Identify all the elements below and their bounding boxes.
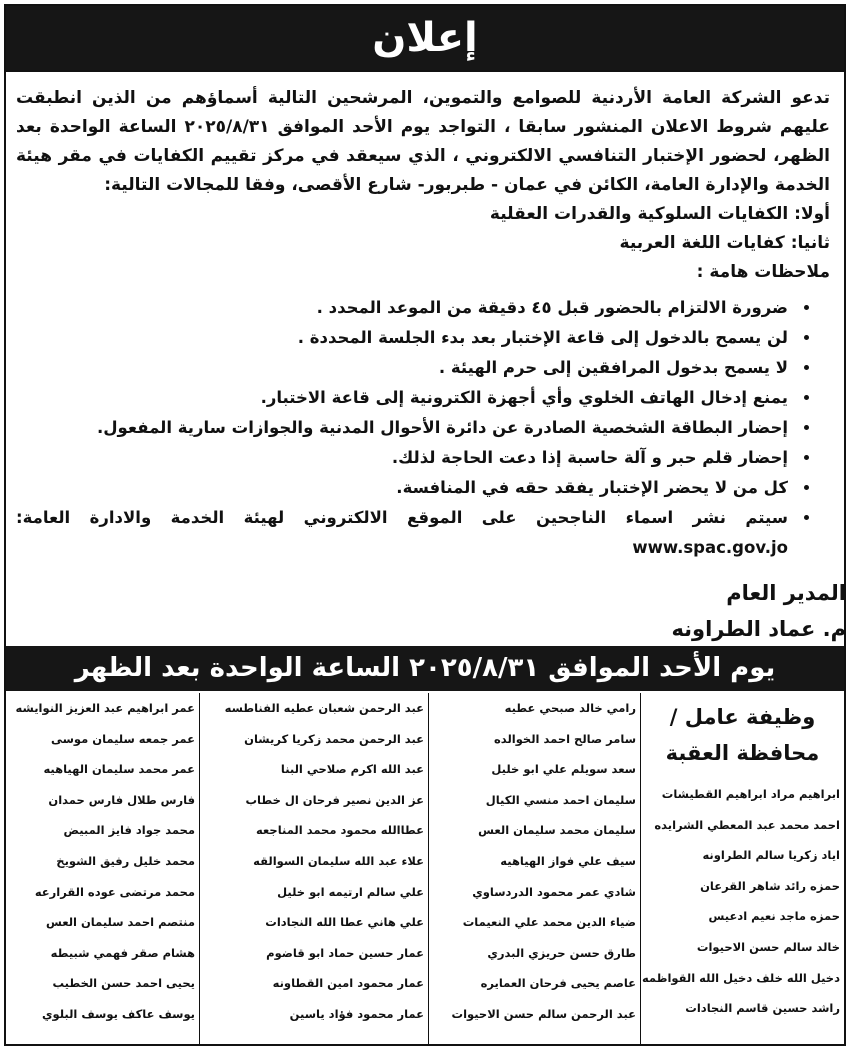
candidate-name: محمد مرتضى عوده القرارعه [34,884,195,899]
candidate-name: عمر محمد سليمان الهياهيه [43,762,195,777]
candidates-column [6,693,199,1044]
candidate-name: عز الدين نصير فرحان ال خطاب [245,792,424,807]
candidate-name: رامي خالد صبحي عطيه [504,701,636,715]
signature-name: م. عماد الطراونه [671,617,846,641]
candidate-name: علي هاني عطا الله النجادات [265,915,424,930]
date-banner: يوم الأحد الموافق ٢٠٢٥/٨/٣١ الساعة الواحدة بعد الظهر [6,646,844,691]
candidate-name: منتصم احمد سليمان العس [45,915,195,930]
candidate-name: سعد سويلم علي ابو خليل [491,762,636,777]
candidate-name: فارس طلال فارس حمدان [48,792,195,807]
candidate-name: اياد زكريا سالم الطراونه [702,848,840,863]
candidate-name: طارق حسن حريزي البدري [487,945,636,960]
candidate-name: يحيى احمد حسن الخطيب [52,976,195,991]
candidate-name: حمزه رائد شاهر القرعان [700,878,840,893]
note-item: • يمنع إدخال الهاتف الخلوي وأي أجهزة الكترونية إلى قاعة الاختبار. [16,383,792,413]
announcement-body [6,72,844,563]
candidate-name: سليمان احمد منسي الكيال [485,792,636,807]
candidate-name: محمد جواد فايز المبيض [63,823,195,838]
candidate-name: شادي عمر محمود الدردساوي [472,884,636,899]
notes-list [16,293,830,563]
candidate-name: هشام صقر فهمي شبيطه [50,945,195,960]
candidate-name: ضياء الدين محمد علي النعيمات [462,915,636,930]
candidates-column [428,693,640,1044]
note-item: • لا يسمح بدخول المرافقين إلى حرم الهيئة . [16,353,792,383]
candidate-name: عمر جمعه سليمان موسى [50,731,195,746]
candidates-column [199,693,428,1044]
candidate-name: عبد الرحمن شعبان عطيه الفناطسه [224,701,424,715]
candidate-name: دخيل الله خلف دخيل الله القواظمه [641,970,840,985]
candidate-name: علي سالم ارتيمه ابو خليل [277,884,424,899]
candidate-name: علاء عبد الله سليمان السوالقه [253,853,424,868]
candidate-name: احمد محمد عبد المعطي الشرايده [654,817,840,832]
candidate-name: سليمان محمد سليمان العس [478,823,636,838]
note-item: • إحضار البطاقة الشخصية الصادرة عن دائرة الأحوال المدنية والجوازات سارية المفعول. [16,413,792,443]
announcement-title: إعلان [6,6,844,72]
signature-role: المدير العام [726,581,846,605]
candidate-name: عاصم يحيى فرحان العمايره [480,976,636,991]
candidates-table [6,693,844,1044]
intro-paragraph: تدعو الشركة العامة الأردنية للصوامع والتموين، المرشحين التالية أسماؤهم من الذين انطبقت عليهم شروط الاعلان المنشور سابقا ، التواجد يوم الأحد الموافق ٢٠٢٥/٨/٣١ الساعة الواحدة بعد الظهر، لحضور الإختبار التنافسي الالكتروني ، الذي سيعقد في مركز تقييم الكفايات في مقر هيئة الخدمة والإدارة العامة، الكائن في عمان - طبربور- شارع الأقصى، وفقا للمجالات التالية: [16,88,830,195]
announcement-page [4,4,846,1046]
job-heading: وظيفة عامل /محافظة العقبة [665,705,820,765]
note-item: • لن يسمح بالدخول إلى قاعة الإختبار بعد بدء الجلسة المحددة . [16,323,792,353]
candidate-name: ابراهيم مراد ابراهيم القطيشات [661,787,840,801]
note-item: • كل من لا يحضر الإختبار يفقد حقه في المنافسة. [16,473,792,503]
candidate-name: عبد الله اكرم صلاحي البنا [280,762,424,777]
candidate-name: يوسف عاكف يوسف البلوي [41,1006,195,1021]
note-item: • سيتم نشر اسماء الناجحين على الموقع الالكتروني لهيئة الخدمة والادارة العامة: www.spac.gov.jo [16,503,792,563]
candidate-name: عمار محمود فؤاد ياسين [289,1006,424,1021]
candidates-column [640,693,844,1044]
candidate-name: عمار حسين حماد ابو قاضوم [266,945,424,960]
field-item: أولا: الكفايات السلوكية والقدرات العقلية [489,204,830,224]
candidate-name: عمر ابراهيم عبد العزيز النوايشه [15,701,195,715]
candidate-name: حمزه ماجد نعيم ادعيس [708,909,840,924]
candidate-name: خالد سالم حسن الاحيوات [696,939,840,954]
candidate-name: عبد الرحمن سالم حسن الاحيوات [451,1006,636,1021]
candidate-name: سامر صالح احمد الخوالده [494,731,636,746]
candidate-name: راشد حسين قاسم النجادات [685,1001,840,1016]
candidate-name: عمار محمود امين القطاونه [272,976,424,991]
note-item: • ضرورة الالتزام بالحضور قبل ٤٥ دقيقة من الموعد المحدد . [16,293,792,323]
signature-block [666,563,846,647]
candidate-name: سيف علي فواز الهياهيه [500,853,636,868]
note-item: • إحضار قلم حبر و آلة حاسبة إذا دعت الحاجة لذلك. [16,443,792,473]
field-item: ثانيا: كفايات اللغة العربية [619,233,830,253]
candidate-name: عطاالله محمود محمد المناجعه [255,823,424,838]
notes-heading: ملاحظات هامة : [696,262,830,282]
candidate-name: محمد خليل رفيق الشويخ [56,853,195,868]
candidate-name: عبد الرحمن محمد زكريا كريشان [244,731,424,746]
